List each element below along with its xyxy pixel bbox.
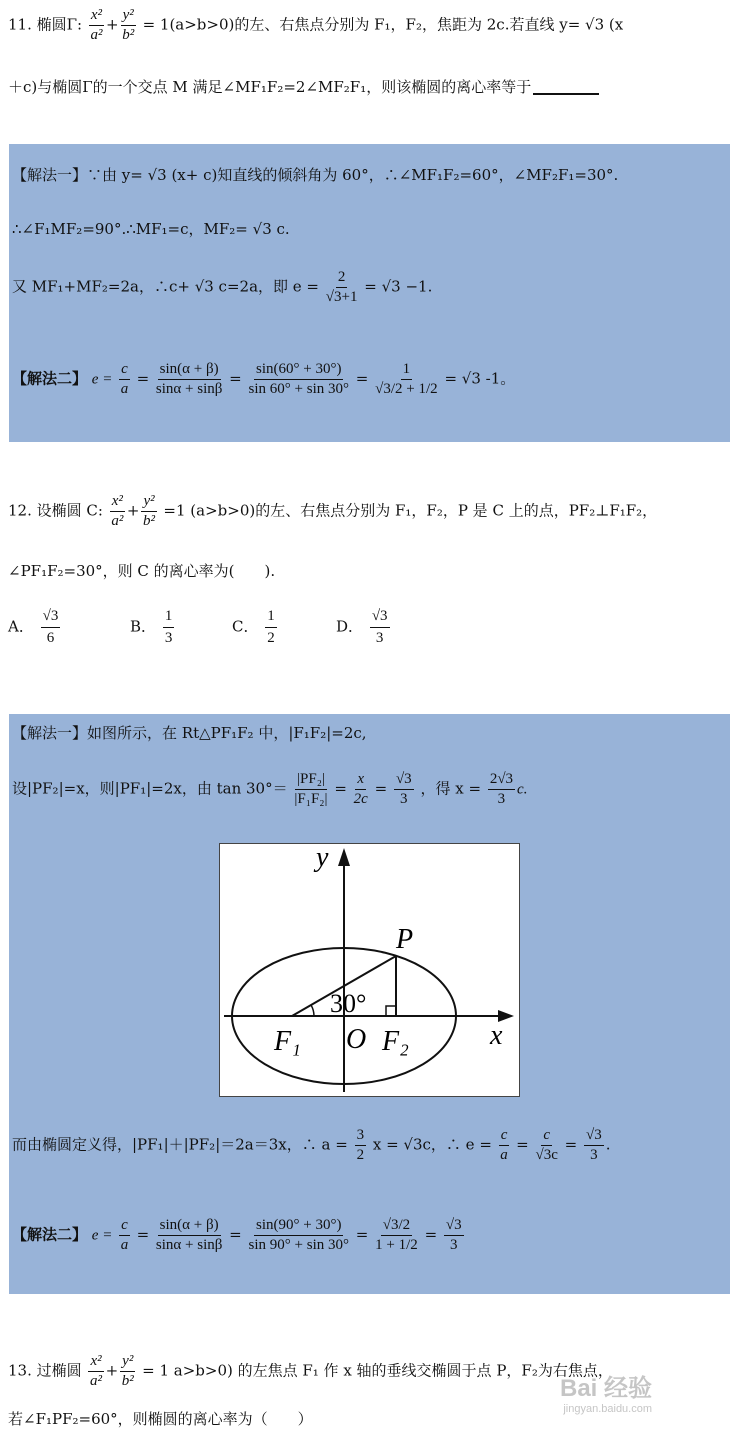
fraction: $\frac{1}{3}$ [164,608,173,646]
question-text: = 1 a>b>0) 的左焦点 F₁ 作 x 轴的垂线交椭圆于点 P，F₂为右焦点， [142,1361,613,1380]
question-text: ∠PF₁F₂=30°，则 C 的离心率为( ). [8,562,276,580]
q13-line2 [8,1412,313,1427]
y-axis-arrow [338,848,350,866]
sol11-line3: 又 MF₁+MF₂=2a，∴c+ √3 c=2a，即 e = $\frac{2}{√3+1}$ = √3 −1. [12,269,433,305]
sol12-method2: 【解法二】 e = $\frac{c}{a}$ = $\frac{\sin(\alpha + \beta)}{\sin\alpha + \sin\beta}$ = $\frac{\sin(90^\circ + 30^\circ)}{\sin 90^\circ + \sin 30^\circ}$ = $\frac{√3/2}{1 + 1/2}$ = $\frac{√3}{3}$ [12,1217,462,1253]
ellipse-diagram [220,844,519,1096]
f2-label: F₂ [382,1026,409,1057]
fraction: $\frac{2}{√3+1}$ [325,269,358,305]
fraction: $\frac{\sin(\alpha + \beta)}{\sin\alpha + \sin\beta}$ [155,361,223,397]
sol11-method2: 【解法二】 e = $\frac{c}{a}$ = $\frac{\sin(\alpha + \beta)}{\sin\alpha + \sin\beta}$ = $\frac{\sin(60^\circ + 30^\circ)}{\sin 60^\circ + \sin 30^\circ}$ = $\frac{1}{√3/2 + 1/2}$ = √3 -1。 [12,361,516,397]
fraction: $\frac{c}{a}$ [500,1127,508,1163]
angle-arc [311,1005,314,1016]
right-angle-mark [386,1006,396,1016]
option-a[interactable]: A． $\frac{√3}{6}$ [8,608,59,646]
question-text: 过椭圆 [36,1361,82,1380]
question-text: = 1(a>b>0)的左、右焦点分别为 F₁，F₂，焦距为 2c.若直线 y= √3 (x [142,15,624,34]
q11-line2 [8,80,599,95]
fraction: $\frac{√3}{3}$ [371,608,388,646]
fraction: $\frac{c}{√3c}$ [535,1127,558,1163]
sol12-line3: 而由椭圆定义得，|PF₁|＋|PF₂|＝2a＝3x，∴ a = $\frac{3}{2}$ x = √3c，∴ e = $\frac{c}{a}$ = $\frac{c}{√3c}$ = $\frac{√3}{3}$ . [12,1127,611,1163]
fraction: $\frac{x}{2c}$ [353,771,368,807]
fraction: $\frac{√3}{3}$ [585,1127,602,1163]
fraction: $\frac{1}{√3/2 + 1/2}$ [375,361,438,397]
fraction-x2-a2: $\frac{\text{x²}}{\text{a²}}$ [90,1353,103,1389]
option-d[interactable]: D． $\frac{√3}{3}$ [336,608,388,646]
fraction: $\frac{3}{2}$ [356,1127,365,1163]
fraction-x2-a2: $\frac{\text{x²}}{\text{a²}}$ [90,7,103,43]
fraction-y2-b2: $\frac{\text{y²}}{\text{b²}}$ [121,1353,134,1389]
method-label: 【解法二】 [12,369,88,388]
fraction: $\frac{\sin(\alpha + \beta)}{\sin\alpha + \sin\beta}$ [155,1217,223,1253]
point-p-label: P [396,924,414,955]
q12-line2 [8,564,275,579]
sol12-line1: 【解法一】如图所示，在 Rt△PF₁F₂ 中，|F₁F₂|=2c, [12,724,367,742]
sol11-line1: 【解法一】∵由 y= √3 (x+ c)知直线的倾斜角为 60°，∴∠MF₁F₂=60°，∠MF₂F₁=30°. [12,166,619,184]
fraction: $\frac{√3/2}{1 + 1/2}$ [375,1217,418,1253]
fraction: $\frac{√3}{6}$ [42,608,59,646]
fraction: $\frac{1}{2}$ [267,608,275,646]
q11-line1: 11. 椭圆Γ: $\frac{\text{x²}}{\text{a²}}$ + $\frac{\text{y²}}{\text{b²}}$ = 1(a>b>0)的左、右焦点分别为 F₁，F₂，焦距为 2c.若直线 y= √3 (x [8,7,624,43]
watermark: Bai 经验 jingyan.baidu.com [560,1375,653,1415]
sol12-line2: 设|PF₂|=x，则|PF₁|=2x，由 tan 30°＝ $\frac{\text{|PF₂|}}{\text{|F₁F₂|}}$ = $\frac{x}{2c}$ = $\frac{√3}{3}$ ，得 x = $\frac{2√3}{3}$ c. [12,771,528,807]
fraction-y2-b2: $\frac{\text{y²}}{\text{b²}}$ [122,7,135,43]
origin-label: O [346,1024,367,1055]
question-text: 设椭圆 C: [36,501,103,520]
fraction-x2-a2: $\frac{\text{x²}}{\text{a²}}$ [111,493,124,529]
question-number: 13. [8,1361,32,1380]
angle-label: 30° [330,989,367,1018]
option-c[interactable]: C． $\frac{1}{2}$ [232,608,275,646]
question-text: =1 (a>b>0)的左、右焦点分别为 F₁，F₂，P 是 C 上的点，PF₂⊥F₁F₂， [163,501,658,520]
question-number: 12. [8,501,32,520]
q12-line1: 12. 设椭圆 C: $\frac{\text{x²}}{\text{a²}}$ + $\frac{\text{y²}}{\text{b²}}$ =1 (a>b>0)的左、右焦点分别为 F₁，F₂，P 是 C 上的点，PF₂⊥F₁F₂， [8,493,658,529]
sol11-line2: ∴∠F₁MF₂=90°.∴MF₁=c，MF₂= √3 c. [12,220,290,238]
fraction: $\frac{c}{a}$ [120,1217,129,1253]
ellipse-figure [219,843,520,1097]
q13-line1: 13. 过椭圆 $\frac{\text{x²}}{\text{a²}}$ + $\frac{\text{y²}}{\text{b²}}$ = 1 a>b>0) 的左焦点 F₁ 作 x 轴的垂线交椭圆于点 P，F₂为右焦点， [8,1353,613,1389]
fraction: $\frac{2√3}{3}$ [489,771,514,807]
f1-label: F₁ [274,1026,301,1057]
x-axis-label: x [490,1020,503,1051]
fraction: $\frac{\sin(60^\circ + 30^\circ)}{\sin 60^\circ + \sin 30^\circ}$ [248,361,349,397]
method-label: 【解法二】 [12,1225,88,1244]
question-text: 椭圆Γ: [36,15,83,34]
option-b[interactable]: B． $\frac{1}{3}$ [130,608,173,646]
fraction-y2-b2: $\frac{\text{y²}}{\text{b²}}$ [143,493,156,529]
question-number: 11. [8,15,32,34]
fraction: $\frac{\text{|PF₂|}}{\text{|F₁F₂|}}$ [294,771,328,807]
question-text: 若∠F₁PF₂=60°，则椭圆的离心率为（ ） [8,1410,313,1428]
y-axis-label: y [316,844,329,873]
fraction: $\frac{\sin(90^\circ + 30^\circ)}{\sin 90^\circ + \sin 30^\circ}$ [248,1217,349,1253]
fraction: $\frac{√3}{3}$ [395,771,412,807]
answer-blank [533,93,599,95]
question-text: ＋c)与椭圆Γ的一个交点 M 满足∠MF₁F₂=2∠MF₂F₁，则该椭圆的离心率等于 [8,78,532,96]
fraction: $\frac{√3}{3}$ [445,1217,462,1253]
fraction: $\frac{c}{a}$ [120,361,129,397]
